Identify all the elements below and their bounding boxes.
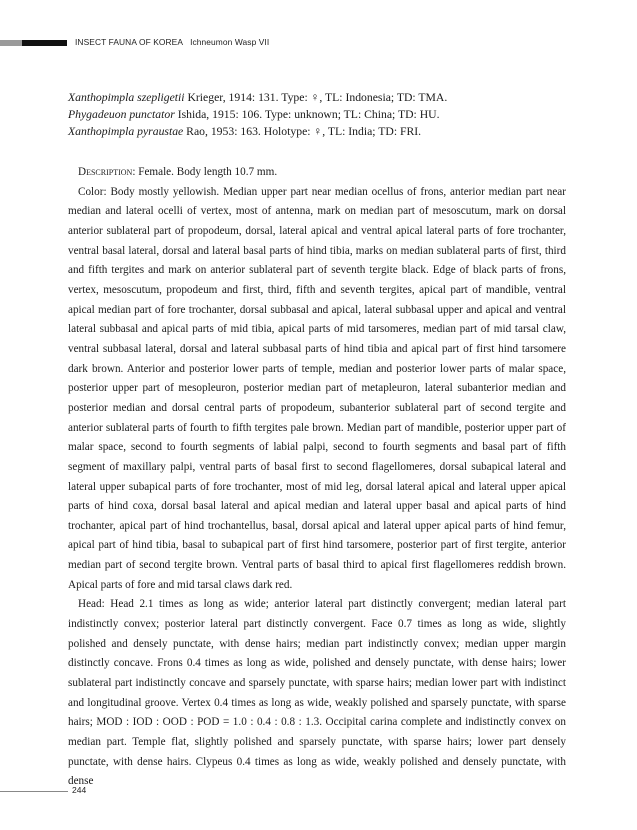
synonym-name: Xanthopimpla pyraustae — [68, 125, 184, 138]
synonym-name: Phygadeuon punctator — [68, 108, 175, 121]
color-paragraph: Color: Body mostly yellowish. Median upper part near median ocellus of frons, anterior median part near median and lateral ocelli of vertex, most of antenna, mark on median part of mesoscutum, mark on dorsal anterior sublateral part of propodeum, dorsal, lateral apical and ventral apical lateral parts of fore trochanter, ventral basal lateral, dorsal and lateral basal parts of hind tibia, marks on median sublateral parts of first, third and fifth tergites and mark on anterior sublateral part of seventh tergite black. Edge of black parts of frons, vertex, mesoscutum, propodeum and first, third, fifth and seventh tergites, apical part of mandible, ventral apical median part of fore trochanter, dorsal subbasal and apical, lateral subbasal upper and apical and ventral lateral subbasal and apical parts of mid tibia, apical parts of mid tarsomeres, median part of mid tarsal claw, ventral subbasal lateral, dorsal and lateral subbasal parts of hind tibia and apical part of first hind tarsomere dark brown. Anterior and posterior lower parts of temple, median and posterior lower parts of malar space, posterior upper part of mesopleuron, posterior median part of metapleuron, lateral subanterior median and posterior median and dorsal central parts of propodeum, subanterior sublateral part of second tergite and anterior sublateral parts of fourth to fifth tergites pale brown. Median part of mandible, posterior upper part of malar space, second to fourth segments of labial palpi, second to fourth segments and basal part of fifth segment of maxillary palpi, ventral parts of basal first to second flagellomeres, dorsal subapical lateral and lateral upper subapical parts of fore trochanter, most of mid leg, dorsal lateral apical and lateral upper apical parts of hind coxa, dorsal basal lateral and apical median and lateral upper basal and apical parts of hind trochanter, apical part of hind trochantellus, basal, dorsal apical and lateral upper apical parts of hind femur, apical part of hind tibia, basal to subapical part of first hind tarsomere, posterior part of first tergite, anterior median part of second tergite brown. Ventral parts of basal third to apical first flagellomeres reddish brown. Apical parts of fore and mid tarsal claws dark red. — [68, 185, 566, 591]
header-rule-gray — [0, 40, 22, 46]
synonym-citation: Krieger, 1914: 131. Type: ♀, TL: Indonesia; TD: TMA. — [184, 91, 448, 104]
footer-rule — [0, 791, 68, 792]
description-heading — [68, 163, 566, 183]
running-header — [75, 37, 269, 47]
synonym-entry — [68, 90, 447, 105]
page-number: 244 — [72, 785, 87, 795]
header-rule-black — [22, 40, 67, 46]
synonym-name: Xanthopimpla szepligetii — [68, 91, 185, 104]
description-label: Description — [78, 166, 133, 178]
volume-title: Ichneumon Wasp VII — [190, 37, 270, 47]
synonym-citation: Ishida, 1915: 106. Type: unknown; TL: China; TD: HU. — [174, 108, 440, 121]
description-intro: : Female. Body length 10.7 mm. — [132, 166, 278, 178]
head-paragraph: Head: Head 2.1 times as long as wide; anterior lateral part distinctly convergent; median lateral part indistinctly convex; posterior lateral part distinctly convergent. Face 0.7 times as long as wide, slightly polished and densely punctate, with dense hairs; median part indistinctly convex; median upper margin distinctly concave. Frons 0.4 times as long as wide, polished and densely punctate, with dense hairs; lower sublateral part indistinctly concave and sparsely punctate, with sparse hairs; median lower part with indistinct and longitudinal groove. Vertex 0.4 times as long as wide, weakly polished and sparsely punctate, with sparse hairs; MOD : IOD : OOD : POD = 1.0 : 0.4 : 0.8 : 1.3. Occipital carina complete and indistinctly convex on median part. Temple flat, slightly polished and sparsely punctate, with sparse hairs; lower part densely punctate, with dense hairs. Clypeus 0.4 times as long as wide, weakly polished and densely punctate, with dense — [68, 598, 566, 788]
synonym-citation: Rao, 1953: 163. Holotype: ♀, TL: India; TD: FRI. — [183, 125, 422, 138]
description-body — [68, 163, 566, 792]
series-title: INSECT FAUNA OF KOREA — [75, 37, 184, 47]
synonym-entry — [68, 124, 421, 139]
synonym-entry — [68, 107, 440, 122]
